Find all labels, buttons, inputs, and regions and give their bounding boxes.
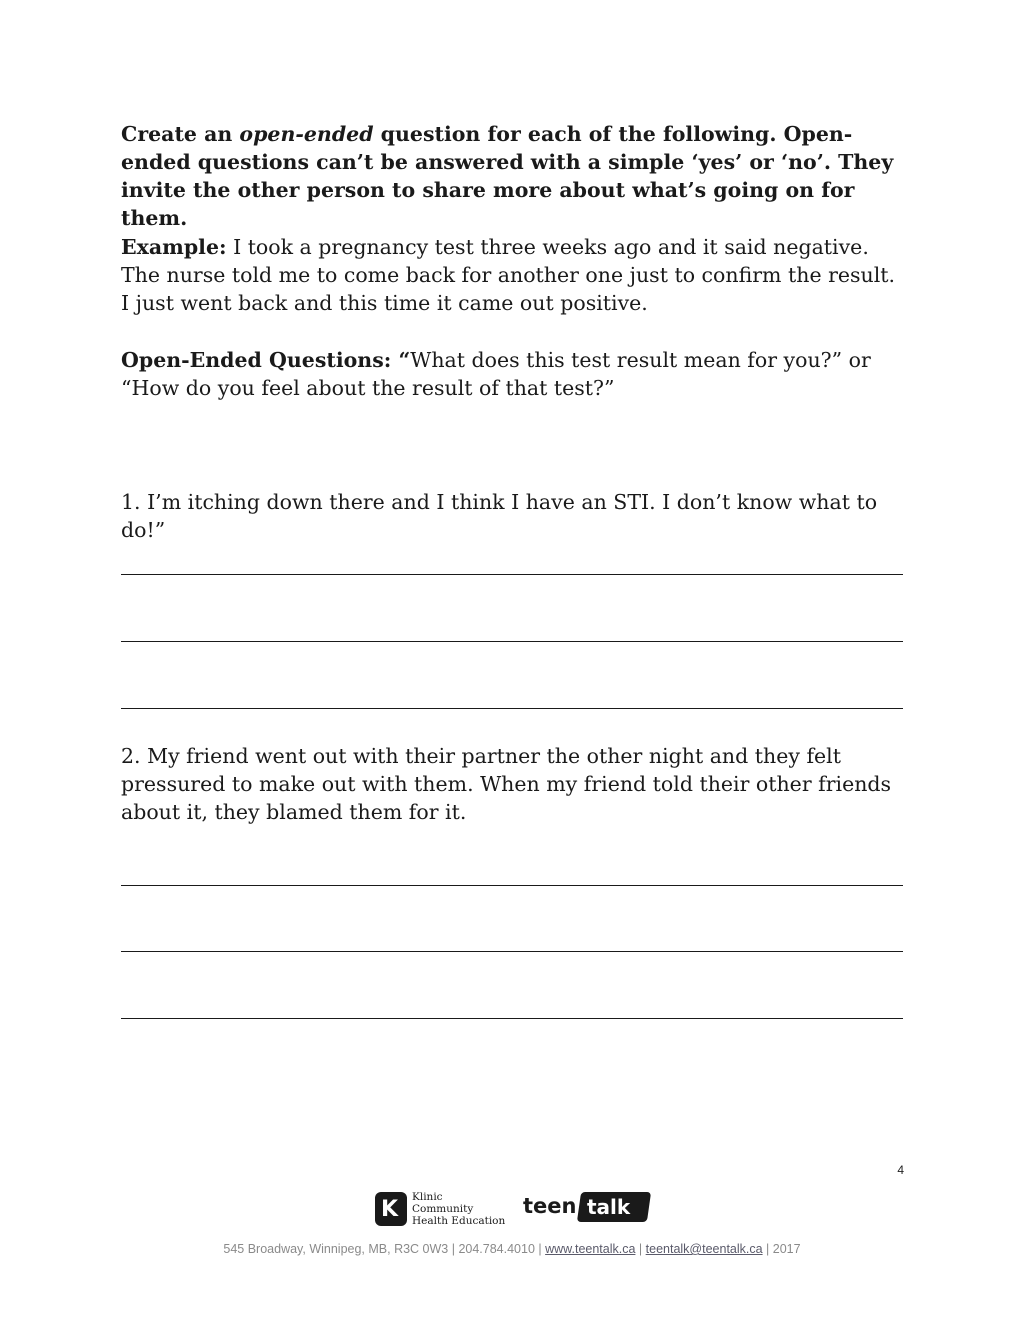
answer-line-q1-3[interactable] [121, 708, 903, 709]
answer-line-q1-2[interactable] [121, 641, 903, 642]
example-paragraph [121, 233, 906, 317]
answer-line-q2-2[interactable] [121, 951, 903, 952]
klinic-logo-letter: K [381, 1197, 399, 1222]
instructions-text-1: Create an [121, 122, 240, 146]
footer-address: 545 Broadway, Winnipeg, MB, R3C 0W3 | 204.784.4010 | [223, 1242, 546, 1256]
answer-line-q1-1[interactable] [121, 574, 903, 575]
answer-line-q2-1[interactable] [121, 885, 903, 886]
example-label: Example: [121, 235, 227, 259]
open-ended-example [121, 346, 906, 402]
instructions-italic: open-ended [239, 122, 374, 146]
example-text: I took a pregnancy test three weeks ago and it said negative. The nurse told me to come back for another one just to confirm the result. I just went back and this time it came out positive. [121, 235, 896, 315]
footer-year: | 2017 [762, 1242, 801, 1256]
klinic-line-3: Health Education [412, 1215, 506, 1227]
klinic-logo-icon [375, 1192, 407, 1226]
klinic-line-2: Community [412, 1203, 474, 1215]
page-number: 4 [897, 1163, 904, 1177]
answer-line-q2-3[interactable] [121, 1018, 903, 1019]
question-1: 1. I’m itching down there and I think I have an STI. I don’t know what to do!” [121, 490, 878, 542]
footer-logos [372, 1188, 662, 1232]
footer-email-link[interactable]: teentalk@teentalk.ca [645, 1242, 763, 1256]
instructions-text-2: question for each of the following. Open-ended questions can’t be answered with a simple ‘yes’ or ‘no’. They invite the other person to share more about what’s going on for them. [121, 122, 894, 230]
instructions [121, 120, 906, 232]
footer-website-link[interactable]: www.teentalk.ca [545, 1242, 636, 1256]
klinic-line-1: Klinic [412, 1191, 443, 1203]
open-ended-label: Open-Ended Questions: “ [121, 348, 411, 372]
teentalk-logo-teen: teen [523, 1194, 577, 1218]
footer-separator: | [635, 1242, 646, 1256]
footer-contact [0, 1242, 1024, 1256]
open-ended-text: What does this test result mean for you?” or “How do you feel about the result of that test?” [121, 348, 871, 400]
teentalk-logo-talk: talk [587, 1195, 631, 1219]
question-2: 2. My friend went out with their partner the other night and they felt pressured to make out with them. When my friend told their other friends about it, they blamed them for it. [121, 744, 892, 824]
klinic-logo-text [412, 1191, 517, 1227]
